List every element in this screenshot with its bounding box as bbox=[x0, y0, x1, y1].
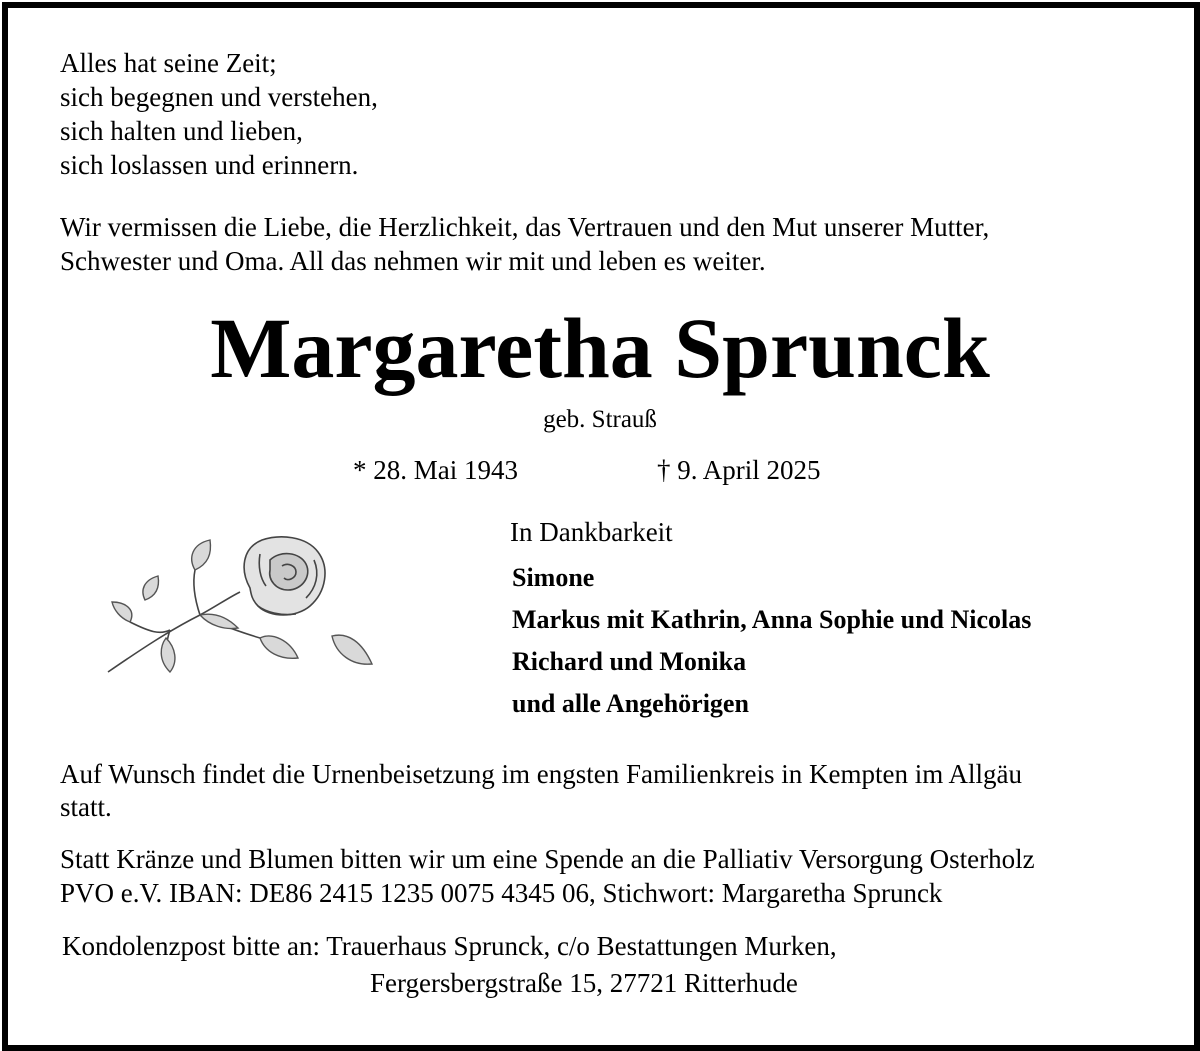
burial-line: Auf Wunsch findet die Urnenbeisetzung im engsten Familienkreis in Kempten im Allgäu bbox=[60, 759, 1022, 789]
birth-date: * 28. Mai 1943 bbox=[353, 455, 518, 485]
mourner-line: Simone bbox=[512, 563, 595, 592]
poem-line: sich loslassen und erinnern. bbox=[60, 150, 359, 180]
intro-line: Schwester und Oma. All das nehmen wir mit und leben es weiter. bbox=[60, 246, 766, 276]
donation-notice bbox=[60, 842, 1035, 910]
mourners-heading: In Dankbarkeit bbox=[510, 517, 673, 547]
mourner-line: Richard und Monika bbox=[512, 647, 747, 676]
intro-line: Wir vermissen die Liebe, die Herzlichkeit, das Vertrauen und den Mut unserer Mutter, bbox=[60, 212, 990, 242]
poem bbox=[60, 46, 378, 182]
poem-line: Alles hat seine Zeit; bbox=[60, 48, 277, 78]
condolence-line: Kondolenzpost bitte an: Trauerhaus Sprunck, c/o Bestattungen Murken, bbox=[62, 931, 837, 961]
maiden-name: geb. Strauß bbox=[543, 406, 657, 433]
poem-line: sich halten und lieben, bbox=[60, 116, 303, 146]
condolence-address: Fergersbergstraße 15, 27721 Ritterhude bbox=[370, 968, 798, 998]
donation-line: PVO e.V. IBAN: DE86 2415 1235 0075 4345 06, Stichwort: Margaretha Sprunck bbox=[60, 878, 943, 908]
burial-notice bbox=[60, 757, 1022, 823]
poem-line: sich begegnen und verstehen, bbox=[60, 82, 378, 112]
deceased-name: Margaretha Sprunck bbox=[210, 300, 990, 396]
donation-line: Statt Kränze und Blumen bitten wir um eine Spende an die Palliativ Versorgung Osterholz bbox=[60, 844, 1035, 874]
death-date: † 9. April 2025 bbox=[657, 455, 821, 485]
rose-illustration bbox=[100, 530, 380, 690]
mourner-line: und alle Angehörigen bbox=[512, 689, 749, 718]
mourners-list bbox=[512, 561, 1031, 729]
intro-paragraph bbox=[60, 210, 989, 278]
burial-line: statt. bbox=[60, 792, 112, 822]
mourner-line: Markus mit Kathrin, Anna Sophie und Nicolas bbox=[512, 605, 1032, 634]
